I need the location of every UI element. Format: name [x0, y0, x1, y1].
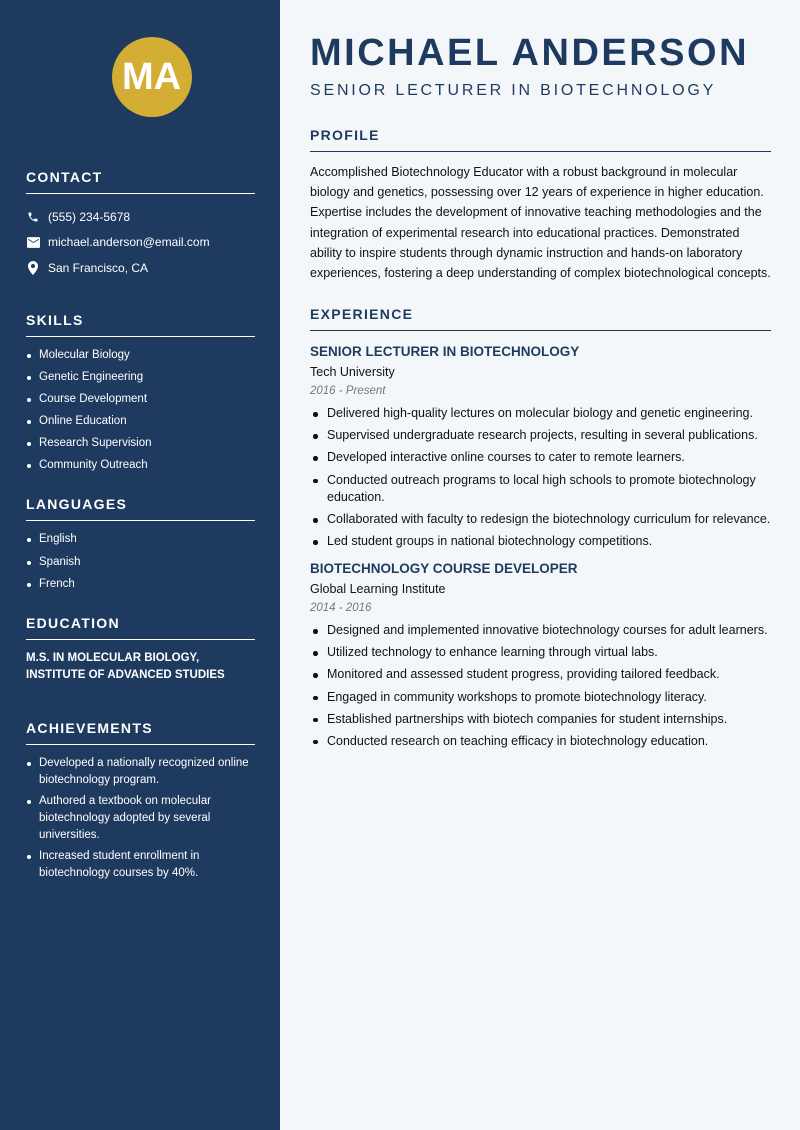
language-item: Spanish [26, 554, 255, 571]
candidate-name: MICHAEL ANDERSON [310, 32, 750, 74]
job-title: SENIOR LECTURER IN BIOTECHNOLOGY [310, 344, 580, 360]
job-dates: 2016 - Present [310, 385, 386, 398]
job-bullet: Established partnerships with biotech companies for student internships. [310, 711, 771, 729]
job-entry [310, 344, 771, 551]
mail-icon [26, 235, 40, 249]
achievement-item: Developed a nationally recognized online biotechnology program. [26, 755, 255, 789]
experience-section [310, 306, 771, 750]
job-company: Tech University [310, 365, 395, 380]
job-bullet: Delivered high-quality lectures on molecular biology and genetic engineering. [310, 405, 771, 423]
job-bullets [310, 622, 771, 750]
job-title: BIOTECHNOLOGY COURSE DEVELOPER [310, 561, 578, 577]
location-text: San Francisco, CA [48, 260, 149, 275]
avatar [112, 37, 192, 117]
skills-section [26, 312, 255, 475]
achievements-heading: ACHIEVEMENTS [26, 720, 255, 745]
languages-section [26, 496, 255, 592]
avatar-initials: MA [121, 55, 182, 98]
skill-item: Research Supervision [26, 435, 255, 452]
job-bullet: Supervised undergraduate research projects, resulting in several publications. [310, 427, 771, 445]
achievement-item: Authored a textbook on molecular biotechnology adopted by several universities. [26, 793, 255, 844]
language-item: English [26, 531, 255, 548]
skill-item: Molecular Biology [26, 347, 255, 364]
job-bullet: Utilized technology to enhance learning through virtual labs. [310, 644, 771, 662]
contact-heading: CONTACT [26, 169, 255, 194]
job-bullet: Developed interactive online courses to cater to remote learners. [310, 449, 771, 467]
candidate-role: SENIOR LECTURER IN BIOTECHNOLOGY [310, 82, 717, 99]
contact-location [26, 255, 255, 281]
education-entry: M.S. IN MOLECULAR BIOLOGY, INSTITUTE OF ADVANCED STUDIES [26, 651, 225, 681]
education-section [26, 615, 255, 684]
job-company: Global Learning Institute [310, 582, 446, 597]
skill-item: Online Education [26, 413, 255, 430]
job-bullet: Conducted outreach programs to local high schools to promote biotechnology education. [310, 472, 771, 508]
profile-text: Accomplished Biotechnology Educator with a robust background in molecular biology and genetics, possessing over 12 years of experience in higher education. Expertise includes the development of innovative teaching methodologies and the integration of experimental research into educational practices. Demonstrated ability to inspire students through dynamic instruction and hands-on laboratory experiences, fostering a deep understanding of complex biotechnological concepts. [310, 165, 771, 281]
contact-email [26, 230, 255, 256]
job-bullet: Engaged in community workshops to promote biotechnology literacy. [310, 689, 771, 707]
job-bullet: Monitored and assessed student progress, providing tailored feedback. [310, 666, 771, 684]
experience-heading: EXPERIENCE [310, 306, 771, 331]
location-pin-icon [26, 261, 40, 275]
achievements-list [26, 755, 255, 882]
contact-section [26, 169, 255, 281]
contact-phone [26, 204, 255, 230]
email-text: michael.anderson@email.com [48, 235, 210, 250]
phone-text: (555) 234-5678 [48, 209, 131, 224]
job-dates: 2014 - 2016 [310, 602, 372, 615]
job-bullets [310, 405, 771, 551]
skills-list [26, 347, 255, 475]
profile-heading: PROFILE [310, 127, 771, 152]
phone-icon [26, 210, 40, 224]
job-bullet: Designed and implemented innovative biotechnology courses for adult learners. [310, 622, 771, 640]
education-heading: EDUCATION [26, 615, 255, 640]
skill-item: Course Development [26, 391, 255, 408]
job-entry [310, 561, 771, 750]
skills-heading: SKILLS [26, 312, 255, 337]
job-bullet: Conducted research on teaching efficacy in biotechnology education. [310, 733, 771, 751]
languages-list [26, 531, 255, 592]
job-bullet: Led student groups in national biotechnology competitions. [310, 533, 771, 551]
profile-section [310, 127, 771, 283]
main-content [280, 0, 800, 1130]
language-item: French [26, 576, 255, 593]
skill-item: Community Outreach [26, 457, 255, 474]
job-bullet: Collaborated with faculty to redesign the biotechnology curriculum for relevance. [310, 511, 771, 529]
achievements-section [26, 720, 255, 882]
skill-item: Genetic Engineering [26, 369, 255, 386]
sidebar [0, 0, 280, 1130]
achievement-item: Increased student enrollment in biotechnology courses by 40%. [26, 848, 255, 882]
languages-heading: LANGUAGES [26, 496, 255, 521]
contact-list [26, 204, 255, 281]
